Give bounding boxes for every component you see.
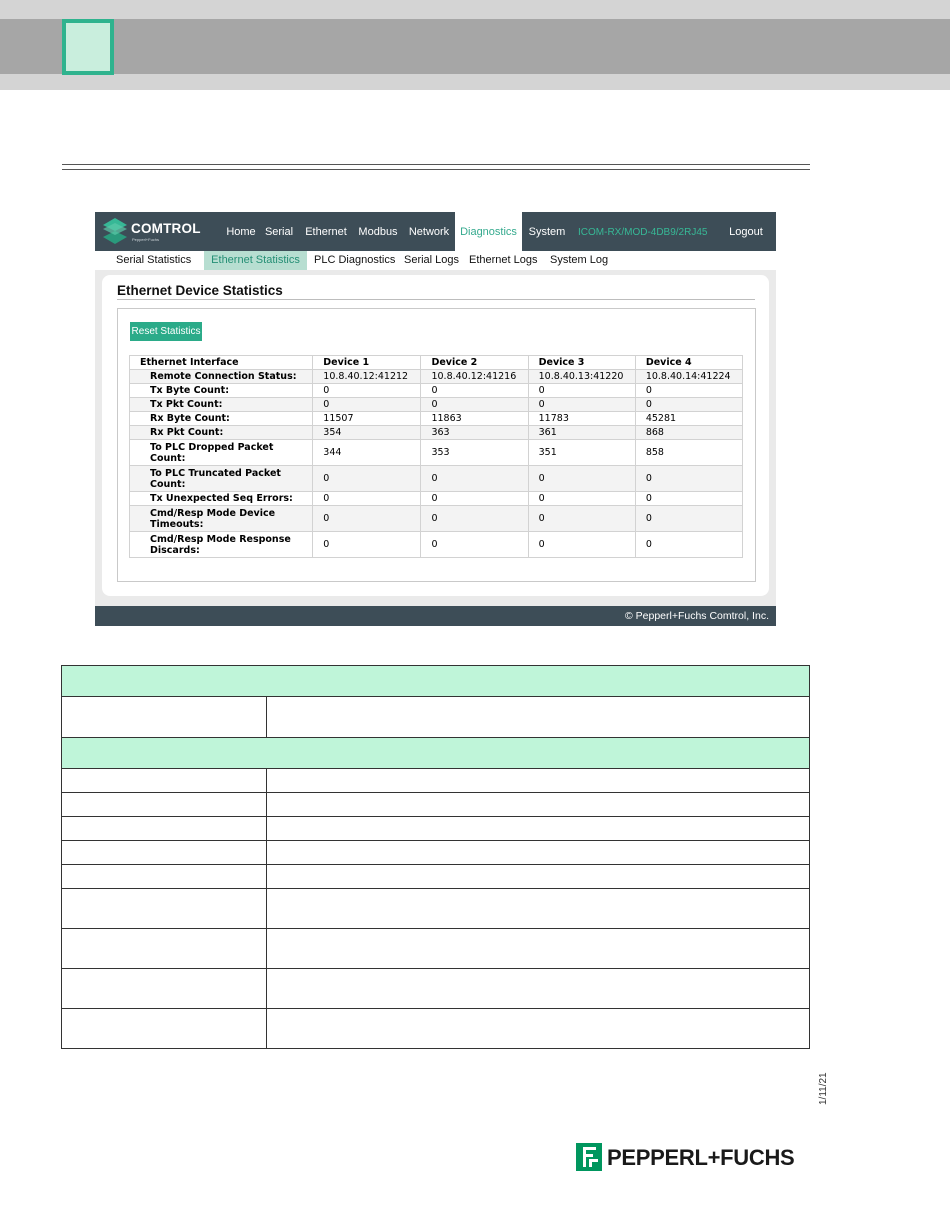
table-row [130,426,743,440]
content-panel [102,275,769,596]
cell-value: 0 [313,384,421,398]
subnav-plc-diagnostics[interactable]: PLC Diagnostics [314,254,396,266]
cell-value: 0 [528,506,635,532]
table-row [62,1009,810,1049]
nav-network[interactable]: Network [408,226,450,238]
cell-value: 0 [635,398,742,412]
nav-logout[interactable]: Logout [729,226,763,238]
cell-value: 0 [528,466,635,492]
table-header-row [130,356,743,370]
row-label: Cmd/Resp Mode Device Timeouts: [130,506,313,532]
table-cell [62,969,267,1009]
cell-value: 0 [313,492,421,506]
table-row [62,865,810,889]
cell-value: 0 [528,532,635,558]
cell-value: 0 [313,532,421,558]
top-band-light [0,0,950,19]
top-band-bottom [0,74,950,90]
cell-value: 0 [421,384,528,398]
table-cell [267,817,810,841]
nav-model-name[interactable]: ICOM-RX/MOD-4DB9/2RJ45 [578,227,708,238]
row-label: Tx Byte Count: [130,384,313,398]
table-row [62,697,810,738]
subnav-ethernet-statistics[interactable]: Ethernet Statistics [204,251,307,270]
subnav-system-log[interactable]: System Log [550,254,609,266]
table-row [130,492,743,506]
table-row [130,384,743,398]
title-divider [117,299,755,300]
table-cell [267,793,810,817]
header-cell [62,666,810,697]
nav-ethernet[interactable]: Ethernet [305,226,347,238]
web-ui-screenshot [95,212,776,626]
cell-value: 11863 [421,412,528,426]
row-label: Cmd/Resp Mode Response Discards: [130,532,313,558]
column-header: Device 2 [421,356,528,370]
row-label: To PLC Truncated Packet Count: [130,466,313,492]
statistics-box [117,308,756,582]
table-cell [267,929,810,969]
section-rule-top [62,164,810,165]
table-cell [267,969,810,1009]
row-label: Rx Pkt Count: [130,426,313,440]
table-row [62,841,810,865]
cell-value: 353 [421,440,528,466]
table-cell [62,865,267,889]
ethernet-stats-table [129,355,743,558]
logo-wordmark: PEPPERL+FUCHS [607,1145,795,1170]
cell-value: 0 [421,466,528,492]
cell-value: 10.8.40.14:41224 [635,370,742,384]
nav-serial[interactable]: Serial [264,226,294,238]
comtrol-mark-icon [103,218,127,244]
cell-value: 0 [635,532,742,558]
cell-value: 363 [421,426,528,440]
nav-modbus[interactable]: Modbus [358,226,398,238]
cell-value: 344 [313,440,421,466]
table-cell [267,889,810,929]
cell-value: 0 [635,492,742,506]
cell-value: 351 [528,440,635,466]
table-row [62,929,810,969]
table-cell [62,817,267,841]
brand-name: COMTROL [131,221,201,236]
table-cell [267,769,810,793]
cell-value: 11783 [528,412,635,426]
table-row [130,506,743,532]
table-cell [267,697,810,738]
row-label: Tx Pkt Count: [130,398,313,412]
brand-sub: Pepperl+Fuchs [132,237,160,242]
cell-value: 0 [421,492,528,506]
column-header: Device 4 [635,356,742,370]
copyright-text: © Pepperl+Fuchs Comtrol, Inc. [624,610,769,622]
table-row [62,769,810,793]
pepperl-fuchs-mark-icon [576,1143,602,1171]
cell-value: 0 [421,532,528,558]
cell-value: 0 [313,466,421,492]
cell-value: 0 [528,492,635,506]
revision-date: 1/11/21 [818,1072,829,1105]
cell-value: 361 [528,426,635,440]
pepperl-fuchs-logo [576,1143,798,1175]
cell-value: 0 [421,506,528,532]
column-header: Device 1 [313,356,421,370]
cell-value: 354 [313,426,421,440]
table-cell [62,793,267,817]
main-nav [95,212,776,251]
row-label: Rx Byte Count: [130,412,313,426]
table-cell [62,889,267,929]
table-row [62,889,810,929]
cell-value: 10.8.40.12:41212 [313,370,421,384]
cell-value: 868 [635,426,742,440]
table-row [130,398,743,412]
section-rule-bottom [62,169,810,170]
cell-value: 0 [421,398,528,412]
column-header: Ethernet Interface [130,356,313,370]
cell-value: 858 [635,440,742,466]
cell-value: 0 [528,384,635,398]
row-label: To PLC Dropped Packet Count: [130,440,313,466]
cell-value: 0 [528,398,635,412]
table-cell [62,769,267,793]
table-row [130,370,743,384]
cell-value: 0 [635,506,742,532]
cell-value: 10.8.40.13:41220 [528,370,635,384]
subnav-serial-logs[interactable]: Serial Logs [404,254,460,266]
table-row [62,793,810,817]
cell-value: 0 [313,398,421,412]
sub-nav [95,251,776,270]
cell-value: 11507 [313,412,421,426]
nav-system[interactable]: System [528,226,566,238]
cell-value: 45281 [635,412,742,426]
cell-value: 0 [635,466,742,492]
subnav-serial-statistics[interactable]: Serial Statistics [116,254,192,266]
row-label: Remote Connection Status: [130,370,313,384]
ui-footer [95,606,776,626]
header-cell [62,738,810,769]
table-row [62,817,810,841]
cell-value: 0 [313,506,421,532]
top-band-dark [0,19,950,74]
cell-value: 10.8.40.12:41216 [421,370,528,384]
table-cell [62,929,267,969]
table-cell [62,841,267,865]
description-table [61,665,810,1049]
table-header-row [62,666,810,697]
column-header: Device 3 [528,356,635,370]
chapter-marker [62,19,114,75]
nav-diagnostics[interactable]: Diagnostics [455,212,522,251]
table-header-row [62,738,810,769]
reset-statistics-button[interactable]: Reset Statistics [130,322,202,341]
subnav-ethernet-logs[interactable]: Ethernet Logs [469,254,538,266]
cell-value: 0 [635,384,742,398]
table-cell [62,1009,267,1049]
comtrol-logo[interactable] [103,218,223,246]
table-cell [267,841,810,865]
table-cell [267,865,810,889]
row-label: Tx Unexpected Seq Errors: [130,492,313,506]
table-row [130,466,743,492]
table-row [130,412,743,426]
table-cell [62,697,267,738]
table-row [130,532,743,558]
table-row [130,440,743,466]
table-cell [267,1009,810,1049]
page-title: Ethernet Device Statistics [117,283,283,298]
nav-home[interactable]: Home [226,226,256,238]
table-row [62,969,810,1009]
